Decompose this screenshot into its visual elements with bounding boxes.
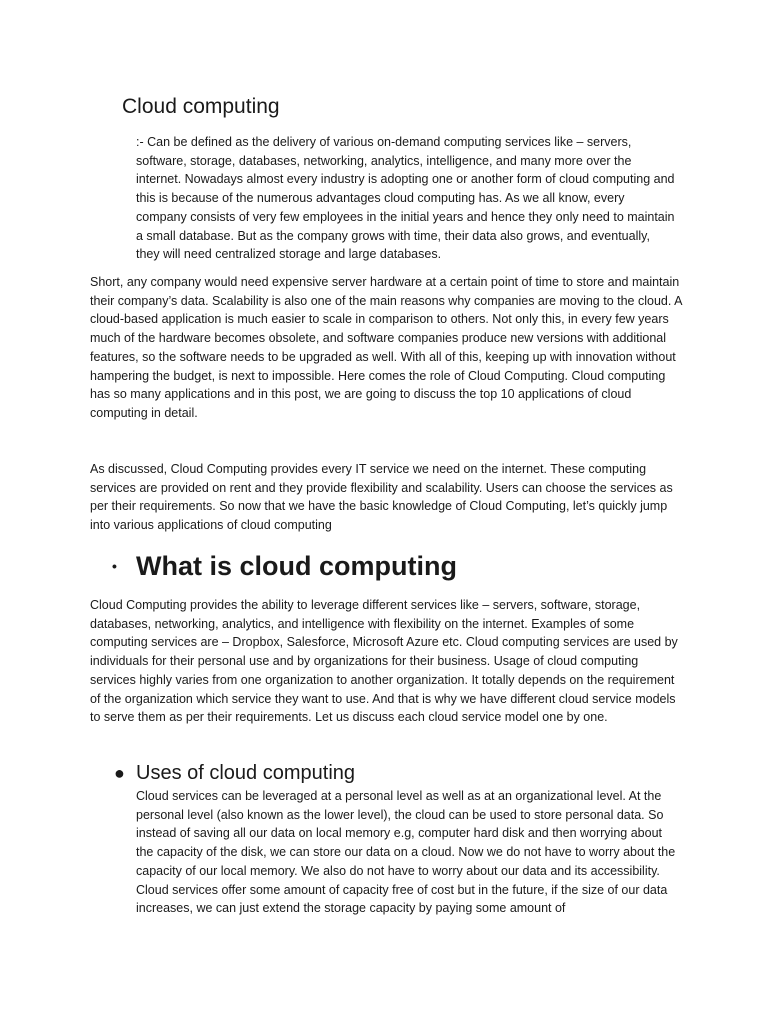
- document-title: Cloud computing: [122, 95, 280, 118]
- paragraph-as-discussed: As discussed, Cloud Computing provides every IT service we need on the internet. These computing services are provided on rent and they provide flexibility and scalability. Users can choose the services as per their requirements. So now that we have the basic knowledge of Cloud Computing, let’s quickly jump into various applications of cloud computing: [90, 462, 673, 533]
- heading-what-is-cloud-computing: [112, 547, 672, 585]
- paragraph-uses: Cloud services can be leveraged at a personal level as well as at an organizational level. At the personal level (also known as the lower level), the cloud can be used to store personal data. So instead of saving all our data on local memory e.g, computer hard disk and then worrying about the capacity of the disk, we can store our data on a cloud. Now we do not have to worry about the capacity of our local memory. We also do not have to worry about our data and its accessibility. Cloud services offer some amount of capacity free of cost but in the future, if the size of our data increases, we can just extend the storage capacity by paying some amount of: [136, 789, 676, 916]
- heading-uses-text: Uses of cloud computing: [136, 762, 356, 784]
- paragraph-what-is: Cloud Computing provides the ability to leverage different services like – servers, software, storage, databases, networking, analytics, and intelligence with flexibility on the internet. Examples of some computing services are – Dropbox, Salesforce, Microsoft Azure etc. Cloud computing services are used by individuals for their personal use and by organizations for their business. Usage of cloud computing services highly varies from one organization to another organization. It totally depends on the requirement of the organization which service they want to use. And that is why we have different cloud service models to serve them as per their requirements. Let us discuss each cloud service model one by one.: [90, 598, 678, 725]
- bullet-dot-icon: ●: [114, 763, 125, 783]
- intro-paragraph: :- Can be defined as the delivery of various on-demand computing services like – servers, software, storage, databases, networking, analytics, intelligence, and many more over the internet. Nowadays almost every industry is adopting one or another form of cloud computing and this is because of the numerous advantages cloud computing has. As we all know, every company consists of very few employees in the initial years and hence they only need to maintain a small database. But as the company grows with time, their data also grows, and eventually, they will need centralized storage and large databases.: [136, 135, 675, 262]
- heading-uses-of-cloud-computing: [114, 759, 674, 787]
- bullet-dot-icon: •: [112, 558, 117, 574]
- paragraph-server-hardware: Short, any company would need expensive server hardware at a certain point of time to store and maintain their company’s data. Scalability is also one of the main reasons why companies are moving to the cloud. A cloud-based application is much easier to scale in comparison to others. Not only this, in every few years much of the hardware becomes obsolete, and software companies produce new versions with additional features, so the software needs to be upgraded as well. With all of this, keeping up with innovation without hampering the budget, is next to impossible. Here comes the role of Cloud Computing. Cloud computing has so many applications and in this post, we are going to discuss the top 10 applications of cloud computing in detail.: [90, 275, 682, 420]
- heading-what-text: What is cloud computing: [136, 551, 457, 581]
